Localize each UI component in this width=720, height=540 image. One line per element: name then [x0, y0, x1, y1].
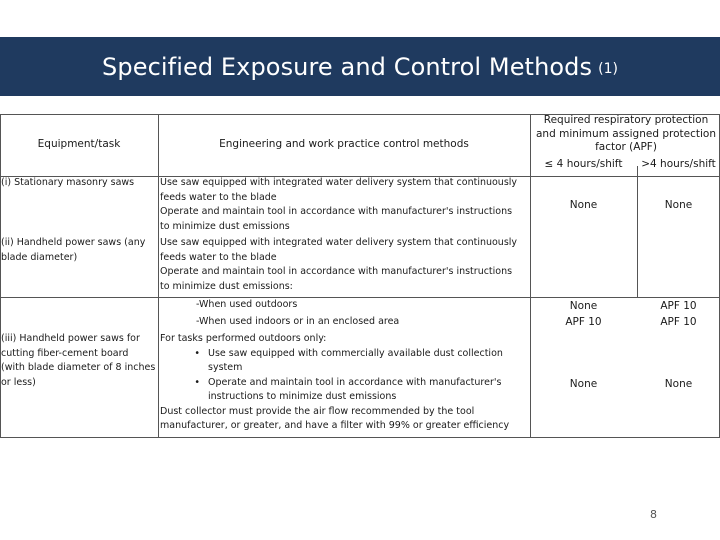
row-1-under-4 — [530, 198, 637, 213]
row-3-over-4-value: None — [664, 378, 693, 390]
row-3-over-4 — [637, 377, 720, 392]
bullet-line: Use saw equipped with commercially available dust collection — [208, 347, 503, 359]
indoors-under-4-value: APF 10 — [565, 316, 602, 328]
equipment-line: blade diameter) — [1, 251, 78, 263]
header-under-4-hours-label: ≤ 4 hours/shift — [544, 158, 623, 170]
header-respiratory — [532, 114, 720, 158]
sub-row-label: -When used indoors or in an enclosed area — [196, 316, 400, 327]
bullet-item — [160, 376, 530, 405]
equipment-line: or less) — [1, 376, 36, 388]
row-3-controls — [160, 332, 530, 434]
control-line: manufacturer, or greater, and have a filter with 99% or greater efficiency — [160, 420, 510, 431]
outdoors-over-4-value: APF 10 — [660, 300, 697, 312]
row-1-under-4-value: None — [569, 199, 598, 211]
exposure-control-table — [0, 114, 720, 438]
header-over-4-hours — [637, 158, 720, 174]
table-bottom-border — [0, 437, 720, 438]
header-equipment — [0, 114, 158, 176]
control-line: Operate and maintain tool in accordance with manufacturer's instructions — [160, 266, 513, 277]
title-banner — [0, 37, 720, 96]
row-3-equipment — [1, 332, 157, 390]
page-number: 8 — [650, 508, 657, 521]
header-equipment-label: Equipment/task — [37, 138, 121, 151]
row-3-under-4-value: None — [569, 378, 598, 390]
row-1-controls — [160, 176, 530, 234]
row-3-under-4 — [530, 377, 637, 392]
sub-row-label: -When used outdoors — [196, 299, 298, 310]
header-controls-label: Engineering and work practice control methods — [219, 138, 469, 151]
indoors-over-4 — [637, 315, 720, 330]
equipment-line: cutting fiber-cement board — [1, 347, 129, 359]
header-respiratory-label: Required respiratory protection and minimum assigned protection factor (APF) — [536, 114, 716, 153]
bullet-line: Operate and maintain tool in accordance with manufacturer's — [208, 376, 502, 388]
bullet-line: instructions to minimize dust emissions — [208, 391, 397, 402]
bullet-icon: • — [194, 347, 200, 359]
bullet-line: system — [208, 362, 243, 373]
control-line: Operate and maintain tool in accordance with manufacturer's instructions — [160, 206, 513, 217]
bullet-icon: • — [194, 376, 200, 388]
row-2-equipment — [1, 236, 157, 265]
control-intro: For tasks performed outdoors only: — [160, 333, 327, 344]
control-line: Dust collector must provide the air flow recommended by the tool — [160, 405, 475, 417]
equipment-line: (iii) Handheld power saws for — [1, 333, 140, 344]
row-1-equipment — [1, 176, 157, 191]
header-over-4-hours-label: >4 hours/shift — [641, 158, 716, 170]
header-controls — [158, 114, 530, 176]
outdoors-under-4-value: None — [569, 300, 598, 312]
slide-title-note: (1) — [598, 60, 618, 77]
outdoors-under-4 — [530, 299, 637, 314]
slide-title: Specified Exposure and Control Methods — [102, 52, 593, 81]
control-line: Use saw equipped with integrated water delivery system that continuously — [160, 237, 518, 248]
bullet-item — [160, 347, 530, 376]
equipment-line: (with blade diameter of 8 inches — [1, 362, 156, 373]
sub-row-outdoors — [196, 298, 526, 313]
indoors-over-4-value: APF 10 — [660, 316, 697, 328]
column-divider — [637, 166, 638, 297]
row-1-over-4-value: None — [664, 199, 693, 211]
row-1-over-4 — [637, 198, 720, 213]
row-1-equipment-label: (i) Stationary masonry saws — [1, 177, 135, 188]
control-line: feeds water to the blade — [160, 191, 277, 203]
control-line: to minimize dust emissions: — [160, 280, 293, 292]
indoors-under-4 — [530, 315, 637, 330]
control-line: to minimize dust emissions — [160, 220, 290, 232]
sub-row-indoors — [196, 315, 526, 330]
outdoors-over-4 — [637, 299, 720, 314]
control-line: feeds water to the blade — [160, 251, 277, 263]
header-under-4-hours — [530, 158, 637, 174]
equipment-line: (ii) Handheld power saws (any — [1, 237, 146, 248]
row-2-controls — [160, 236, 530, 294]
control-line: Use saw equipped with integrated water delivery system that continuously — [160, 177, 518, 188]
